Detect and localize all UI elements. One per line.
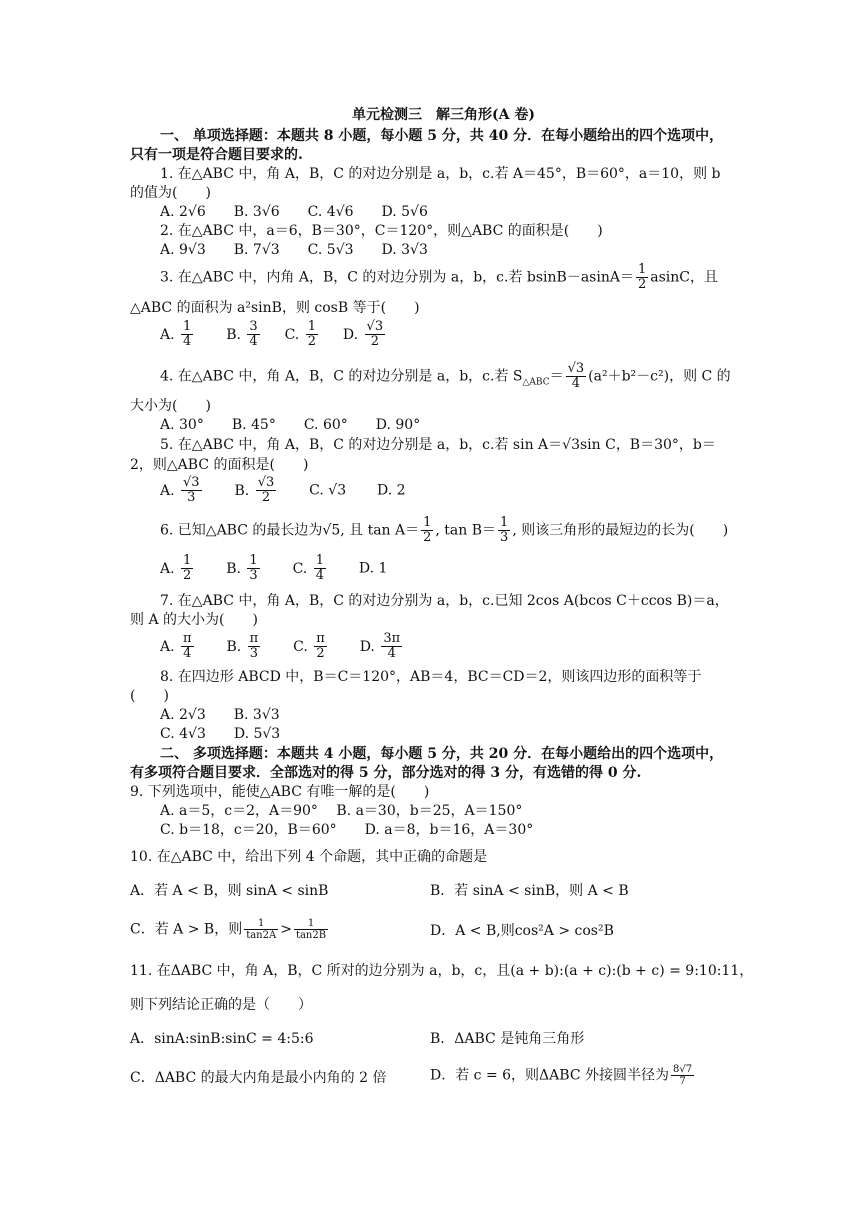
q3-stem-line2: △ABC 的面积为 a²sinB，则 cosB 等于( ) [130, 300, 420, 316]
q7-option-c-num: π [316, 631, 325, 646]
q5-stem-line2: 2，则△ABC 的面积是( ) [130, 457, 309, 473]
q7-option-a-den: 4 [181, 646, 194, 661]
q3-stem-part1: 3. 在△ABC 中，内角 A，B，C 的对边分别为 a，b，c.若 bsinB－asinA＝ [160, 269, 634, 286]
q3-fraction [636, 263, 648, 292]
q6-option-b-fraction [247, 554, 259, 583]
q6-option-a-fraction [181, 554, 193, 583]
q6-options [160, 554, 387, 583]
q3-option-a [160, 319, 195, 349]
q3-option-a-fraction [181, 320, 193, 349]
q1-stem-line2: 的值为( ) [130, 185, 211, 201]
q6-option-a-den: 2 [183, 568, 192, 583]
q6-option-c-label: C. [292, 560, 308, 577]
q5-option-a-den: 3 [181, 490, 202, 505]
q6-option-b-label: B. [226, 560, 241, 577]
q4-options: A. 30° B. 45° C. 60° D. 90° [160, 417, 421, 433]
q6-option-a [160, 553, 195, 583]
q4-stem-line2: 大小为( ) [130, 398, 211, 414]
q9-options-line1: A. a＝5，c＝2，A＝90° B. a＝30，b＝25，A＝150° [160, 803, 523, 819]
q3-option-c [284, 319, 320, 349]
q10-option-c-f1-den: tan2A [246, 930, 277, 941]
q8-stem-line2: ( ) [130, 688, 169, 704]
q3-stem-line1 [160, 263, 718, 292]
q7-option-b-den: 3 [248, 646, 261, 661]
q7-option-a [160, 631, 196, 661]
q6-fraction-2-den: 3 [500, 530, 509, 545]
q1-stem-line1: 1. 在△ABC 中，角 A，B，C 的对边分别是 a，b，c.若 A＝45°，B＝60°，a＝10，则 b [160, 166, 721, 182]
q10-option-c-fraction-2 [294, 918, 328, 941]
q5-stem-line1: 5. 在△ABC 中，角 A，B，C 的对边分别是 a，b，c.若 sin A＝√3sin C，B＝30°，b＝ [160, 437, 716, 453]
q11-option-d-text: D．若 c = 6，则ΔABC 外接圆半径为 [430, 1067, 669, 1084]
q10-option-c-f2-num: 1 [307, 918, 315, 929]
q4-fraction-num: √3 [567, 361, 585, 376]
q2-stem: 2. 在△ABC 中，a＝6，B＝30°，C＝120°，则△ABC 的面积是( ) [160, 223, 603, 239]
q7-options [160, 632, 404, 661]
q3-options [160, 320, 387, 349]
q10-stem: 10. 在△ABC 中，给出下列 4 个命题，其中正确的命题是 [130, 849, 488, 865]
q11-option-d-num: 8√7 [672, 1064, 693, 1075]
q7-option-c-den: 2 [314, 646, 327, 661]
q7-option-d-label: D. [359, 638, 375, 655]
q5-option-b-num: √3 [257, 475, 275, 490]
q7-option-d-den: 4 [381, 646, 402, 661]
q11-option-d [430, 1064, 696, 1087]
q5-option-b [234, 475, 278, 505]
q8-options-line2: C. 4√3 D. 5√3 [160, 726, 281, 742]
q7-option-b [226, 631, 262, 661]
q6-fraction-2 [498, 516, 510, 545]
q5-option-a-num: √3 [183, 475, 200, 490]
q9-stem: 9. 下列选项中，能使△ABC 有唯一解的是( ) [130, 784, 430, 800]
q5-option-d: D. 2 [377, 482, 406, 499]
q1-options: A. 2√6 B. 3√6 C. 4√6 D. 5√6 [160, 204, 428, 220]
q3-option-a-label: A. [160, 326, 175, 343]
q6-stem-part1: 6. 已知△ABC 的最长边为√5, 且 tan A＝ [160, 522, 420, 539]
q5-options [160, 476, 406, 505]
q7-option-c [293, 631, 329, 661]
q6-stem [160, 516, 728, 545]
q3-option-d-den: 2 [365, 334, 386, 349]
section2-header-line2: 有多项符合题目要求．全部选对的得 5 分，部分选对的得 3 分，有选错的得 0 分. [130, 765, 642, 781]
section1-header-line2: 只有一项是符合题目要求的. [130, 147, 303, 163]
q6-option-c-den: 4 [315, 568, 324, 583]
q6-stem-part3: , 则该三角形的最短边的长为( ) [512, 522, 729, 539]
q9-options-line2: C. b＝18，c＝20，B＝60° D. a＝8，b＝16，A＝30° [160, 822, 534, 838]
q7-option-c-fraction [314, 632, 327, 661]
q7-option-a-fraction [181, 632, 194, 661]
q6-fraction-1 [421, 516, 433, 545]
q11-option-d-fraction [671, 1064, 694, 1087]
q10-option-c-text: C．若 A > B，则 [130, 921, 243, 938]
q3-option-d-num: √3 [366, 319, 384, 334]
q11-option-a: A．sinA:sinB:sinC = 4:5:6 [130, 1031, 314, 1047]
q4-fraction [566, 362, 587, 391]
q6-fraction-2-num: 1 [500, 515, 509, 530]
q10-option-c-fraction-1 [244, 918, 278, 941]
q3-option-c-num: 1 [307, 319, 316, 334]
q11-stem-line2: 则下列结论正确的是（ ） [130, 997, 312, 1013]
q5-option-c: C. √3 [309, 482, 347, 499]
q6-option-c [292, 553, 328, 583]
q2-options: A. 9√3 B. 7√3 C. 5√3 D. 3√3 [160, 242, 428, 258]
q7-option-b-label: B. [226, 638, 242, 655]
q3-option-a-den: 4 [183, 334, 192, 349]
q3-option-c-fraction [306, 320, 318, 349]
q11-option-c: C．ΔABC 的最大内角是最小内角的 2 倍 [130, 1070, 387, 1086]
q7-option-d-num: 3π [383, 631, 401, 646]
q7-option-a-label: A. [160, 638, 175, 655]
q3-option-d [342, 319, 387, 349]
q4-stem-part1: 4. 在△ABC 中，角 A，B，C 的对边分别是 a，b，c.若 S [160, 368, 523, 385]
q8-options-line1: A. 2√3 B. 3√3 [160, 707, 280, 723]
q10-option-d: D．A < B,则cos²A > cos²B [430, 923, 614, 939]
q7-stem-line2: 则 A 的大小为( ) [130, 612, 258, 628]
q6-option-b [226, 553, 261, 583]
section2-header-line1: 二、 多项选择题：本题共 4 小题，每小题 5 分，共 20 分．在每小题给出的四个选项中， [160, 746, 724, 762]
q3-option-c-den: 2 [307, 334, 316, 349]
q11-stem-line1: 11. 在ΔABC 中，角 A，B，C 所对的边分别为 a，b，c，且(a + b):(a + c):(b + c) = 9:10:11， [130, 963, 754, 979]
q4-stem-equals: ＝ [549, 368, 564, 385]
page-title: 单元检测三 解三角形(A 卷) [352, 107, 535, 123]
q7-option-a-num: π [183, 631, 192, 646]
q8-stem-line1: 8. 在四边形 ABCD 中，B＝C＝120°，AB＝4，BC＝CD＝2，则该四边形的面积等于 [160, 669, 702, 685]
q4-stem-subscript: △ABC [522, 377, 550, 388]
q10-option-c-gt: > [280, 921, 292, 938]
q3-option-b [226, 319, 261, 349]
q3-option-c-label: C. [284, 326, 300, 343]
q5-option-b-den: 2 [256, 490, 277, 505]
q10-option-c [130, 918, 330, 941]
q7-option-b-fraction [248, 632, 261, 661]
q6-option-b-den: 3 [249, 568, 258, 583]
q6-option-a-label: A. [160, 560, 175, 577]
q10-option-a: A．若 A < B，则 sinA < sinB [130, 883, 329, 899]
q6-option-d: D. 1 [358, 560, 388, 577]
q6-option-c-num: 1 [315, 553, 324, 568]
q5-option-a [160, 475, 204, 505]
q10-option-b: B．若 sinA < sinB，则 A < B [430, 883, 629, 899]
q6-fraction-1-den: 2 [423, 530, 432, 545]
q3-option-a-num: 1 [183, 319, 192, 334]
q4-fraction-den: 4 [566, 376, 587, 391]
q7-option-c-label: C. [293, 638, 308, 655]
q11-option-b: B．ΔABC 是钝角三角形 [430, 1031, 585, 1047]
q3-stem-part2: asinC，且 [650, 269, 718, 286]
q10-option-c-f2-den: tan2B [295, 930, 327, 941]
q6-option-a-num: 1 [183, 553, 192, 568]
q6-stem-part2: , tan B＝ [435, 522, 497, 539]
q4-stem-part2: (a²＋b²－c²)，则 C 的 [588, 368, 731, 385]
q3-option-b-num: 3 [249, 319, 258, 334]
q3-option-d-fraction [365, 320, 386, 349]
q5-option-b-fraction [256, 476, 277, 505]
q10-option-c-f1-num: 1 [258, 918, 265, 929]
q5-option-a-fraction [181, 476, 202, 505]
q7-option-d-fraction [381, 632, 402, 661]
q3-fraction-den: 2 [637, 277, 647, 292]
q7-option-b-num: π [249, 631, 259, 646]
q6-fraction-1-num: 1 [423, 515, 432, 530]
q3-fraction-num: 1 [637, 262, 647, 277]
q6-option-c-fraction [314, 554, 326, 583]
q7-stem-line1: 7. 在△ABC 中，角 A，B，C 的对边分别为 a，b，c.已知 2cos A(bcos C＋ccos B)＝a， [160, 593, 729, 609]
q3-option-b-den: 4 [249, 334, 258, 349]
q3-option-d-label: D. [342, 326, 359, 343]
q4-stem-line1 [160, 362, 731, 391]
q5-option-a-label: A. [160, 482, 175, 499]
q3-option-b-label: B. [226, 326, 241, 343]
q6-option-b-num: 1 [249, 553, 258, 568]
q3-option-b-fraction [247, 320, 259, 349]
section1-header-line1: 一、 单项选择题：本题共 8 小题，每小题 5 分，共 40 分．在每小题给出的四个选项中， [160, 128, 724, 144]
q11-option-d-den: 7 [671, 1075, 694, 1087]
q5-option-b-label: B. [234, 482, 250, 499]
